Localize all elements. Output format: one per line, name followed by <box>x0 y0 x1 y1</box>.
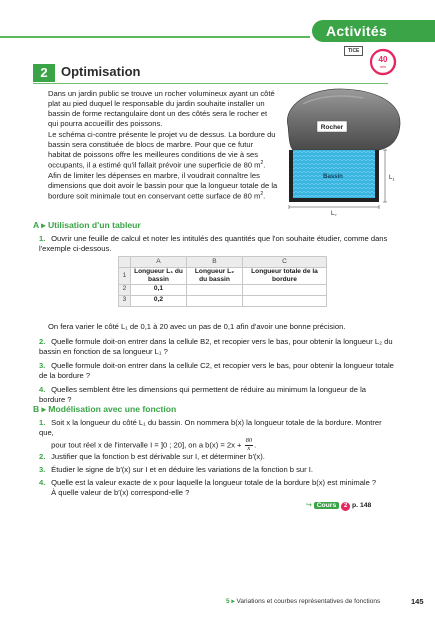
a-question-3: 3. Quelle formule doit-on entrer dans la cellule C2, et recopier vers le bas, pour obtenir la longueur totale de la bordure ? <box>39 361 394 381</box>
rock-label: Rocher <box>320 124 344 131</box>
timer-icon <box>369 48 397 76</box>
cours-number: 2 <box>341 502 350 511</box>
spreadsheet-example <box>118 256 327 307</box>
sheet-col-b: B <box>187 257 243 268</box>
title-rule <box>33 83 388 84</box>
a-note: On fera varier le côté L₁ de 0,1 à 20 avec un pas de 0,1 afin d'avoir une bonne précision. <box>48 322 346 331</box>
b-question-3: 3. Étudier le signe de b′(x) sur I et en déduire les variations de la fonction b sur I. <box>39 465 313 474</box>
sheet-col-c: C <box>243 257 327 268</box>
cours-page: p. 148 <box>352 502 372 509</box>
sheet-row-1: 1 <box>119 268 131 285</box>
arrow-icon: ↪ <box>306 502 312 509</box>
a-question-1: 1. Ouvrir une feuille de calcul et noter les intitulés des quantités que l'on souhaite étudier, comme dans l'exemple ci-dessous. <box>39 234 388 254</box>
cours-reference[interactable] <box>306 502 371 511</box>
sheet-row-3: 3 <box>119 295 131 306</box>
sheet-cell-c1: Longueur totale de la bordure <box>243 268 327 285</box>
header-rule <box>0 36 310 38</box>
intro-paragraph-1: Dans un jardin public se trouve un rocher volumineux ayant un côté plat au pied duquel le responsable du jardin souhaite installer un bassin de forme rectangulaire dont un des côtés sera le rocher et qui pourra accueillir des poissons. <box>48 89 275 129</box>
sheet-cell-a1: Longueur L₁ du bassin <box>131 268 187 285</box>
fraction-80-over-x: $\frac{80}{x}$ <box>245 437 253 452</box>
page-number: 145 <box>411 597 424 606</box>
sheet-cell-a2: 0,1 <box>131 284 187 295</box>
timer-minutes: 40 <box>378 55 388 64</box>
cours-tag: Cours <box>314 502 340 509</box>
l1-label: $L_1$ <box>389 175 395 182</box>
activites-badge: Activités <box>312 20 435 42</box>
intro-paragraph-2: Le schéma ci-contre présente le projet vu de dessus. La bordure du bassin sera constituée de blocs de marbre. Pour que ce futur habitat de poissons offre les meilleures conditions de vie à ses occupants, il a estimé qu'il fallait prévoir une superficie de 80 $m^2$. Afin de limiter les dépenses en marbre, il voudrait connaître les dimensions que doit avoir le bassin pour que la longueur totale de la bordure soit minimale tout en conservant cette surface de 80 $m^2$. <box>48 130 278 201</box>
b-question-4: 4. Quelle est la valeur exacte de x pour laquelle la longueur totale de la bordure b(x) est minimale ? À quelle valeur de b′(x) correspond-elle ? <box>39 478 377 498</box>
l2-label: $L_2$ <box>331 211 337 216</box>
chapter-number: 5 <box>226 598 230 605</box>
sheet-row-2: 2 <box>119 284 131 295</box>
chapter-title: Variations et courbes représentatives de fonctions <box>236 598 381 605</box>
rock-shape <box>287 89 400 150</box>
pool-label: Bassin <box>323 174 343 180</box>
activity-number: 2 <box>33 64 55 82</box>
sheet-cell-b1: Longueur L₂ du bassin <box>187 268 243 285</box>
sheet-cell-a3: 0,2 <box>131 295 187 306</box>
b-question-1: 1. Soit x la longueur du côté L₁ du bassin. On nommera b(x) la longueur totale de la bordure. Montrer que, pour tout réel x de l'intervalle I = ]0 ; 20], on a b(x) = 2x + $\frac{80}{x}$ . <box>39 418 382 452</box>
chapter-separator: ▸ <box>231 598 235 605</box>
a-question-4: 4. Quelles semblent être les dimensions qui permettent de réduire au minimum la longueur de la bordure ? <box>39 385 367 405</box>
section-b-title: B ▸ Modélisation avec une fonction <box>33 404 177 414</box>
page-footer <box>226 598 380 607</box>
b-question-2: 2. Justifier que la fonction b est dérivable sur I, et déterminer b′(x). <box>39 452 265 461</box>
activity-title: Optimisation <box>61 64 141 79</box>
timer-unit: min <box>379 64 387 69</box>
a-question-2: 2. Quelle formule doit-on entrer dans la cellule B2, et recopier vers le bas, pour obtenir la longueur L₂ du bassin en fonction de sa longueur L₁ ? <box>39 337 393 357</box>
sheet-col-a: A <box>131 257 187 268</box>
tice-tag: TICE <box>344 46 363 56</box>
section-a-title: A ▸ Utilisation d'un tableur <box>33 220 141 230</box>
page-header <box>0 0 435 44</box>
pool-diagram <box>283 86 403 216</box>
